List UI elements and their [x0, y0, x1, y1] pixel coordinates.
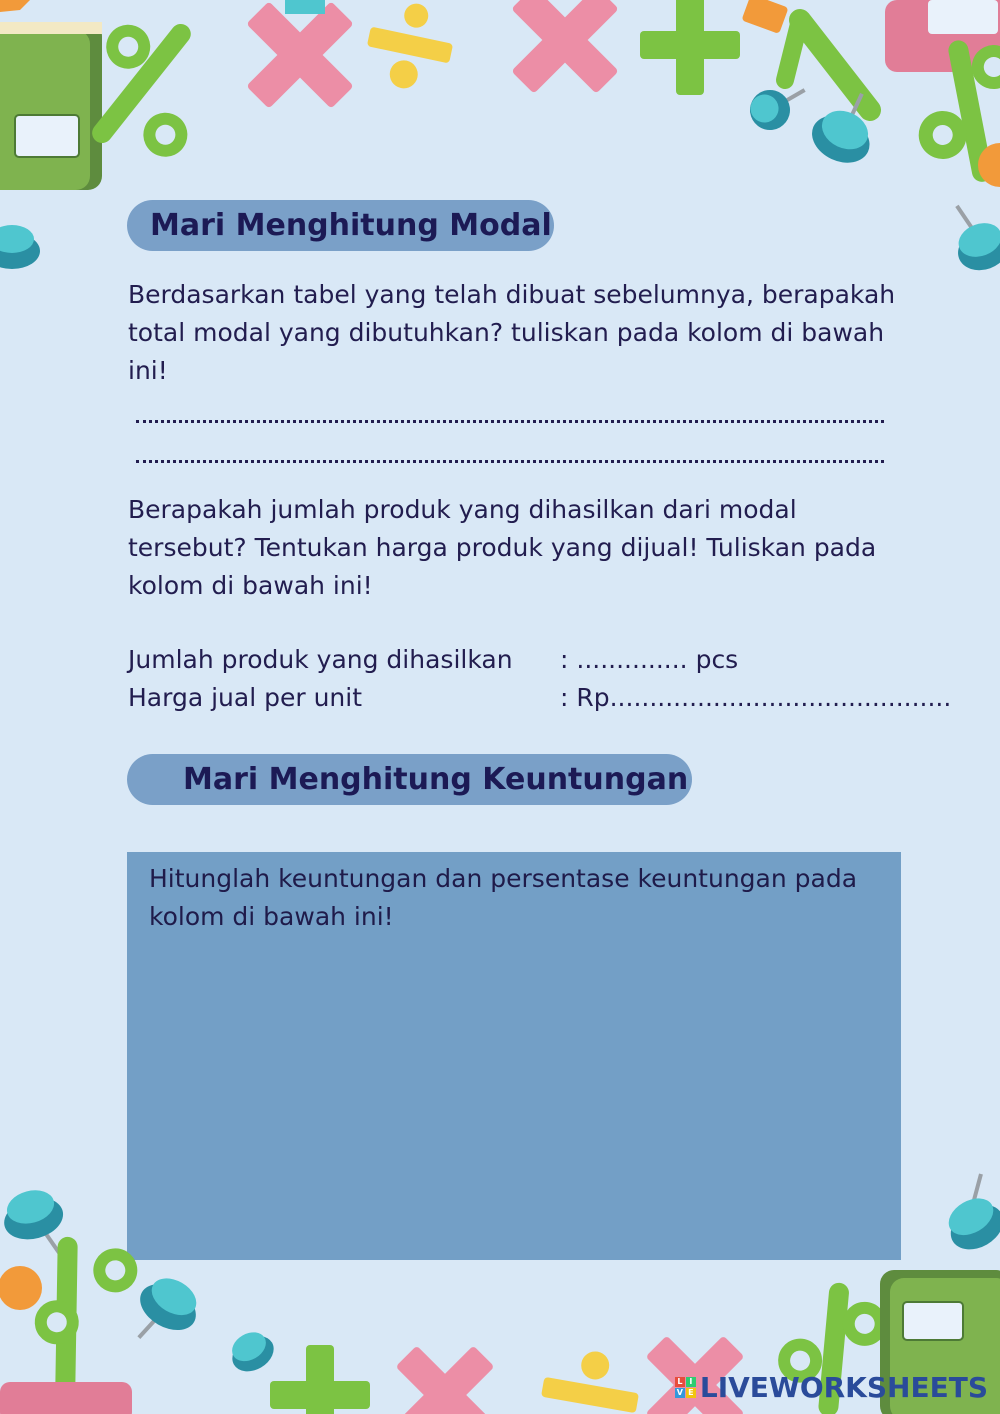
- plus-icon: [270, 1345, 370, 1414]
- book-icon: [0, 22, 102, 190]
- watermark-text: LIVEWORKSHEETS: [699, 1371, 988, 1404]
- section-title-keuntungan: [127, 754, 692, 805]
- divide-icon: [360, 0, 460, 97]
- instruction-modal: Berdasarkan tabel yang telah dibuat sebelumnya, berapakah total modal yang dibutuhkan? tuliskan pada kolom di bawah ini!: [128, 280, 896, 385]
- field-label: Harga jual per unit: [128, 683, 363, 712]
- multiply-icon: [511, 0, 618, 94]
- pushpin-icon: [942, 194, 1000, 278]
- liveworksheets-logo-icon: L I V E: [675, 1377, 696, 1398]
- pushpin-icon: [223, 1324, 280, 1378]
- instruction-produk: Berapakah jumlah produk yang dihasilkan dari modal tersebut? Tentukan harga produk yang dijual! Tuliskan pada kolom di bawah ini!: [128, 495, 877, 600]
- percent-icon: [17, 1231, 163, 1396]
- pushpin-icon: [122, 1268, 208, 1358]
- field-label: Jumlah produk yang dihasilkan: [128, 645, 513, 674]
- field-value-input[interactable]: : .............. pcs: [560, 645, 739, 674]
- pushpin-icon: [931, 1174, 1000, 1258]
- liveworksheets-watermark: [675, 1371, 988, 1404]
- section-title-text: Mari Menghitung Keuntungan: [183, 762, 689, 797]
- field-value-input[interactable]: : Rp...........................................: [560, 683, 952, 712]
- multiply-icon: [396, 1346, 495, 1414]
- section-title-text: Mari Menghitung Modal: [150, 208, 552, 243]
- answer-line[interactable]: [136, 460, 884, 463]
- instruction-keuntungan: Hitunglah keuntungan dan persentase keuntungan pada kolom di bawah ini!: [149, 864, 858, 931]
- divide-icon: [541, 1343, 645, 1413]
- section-title-modal: [127, 200, 554, 251]
- pushpin-icon: [0, 225, 40, 269]
- answer-line[interactable]: [136, 420, 884, 423]
- bracket-icon: [785, 20, 870, 110]
- multiply-icon: [246, 1, 353, 108]
- plus-icon: [640, 0, 740, 95]
